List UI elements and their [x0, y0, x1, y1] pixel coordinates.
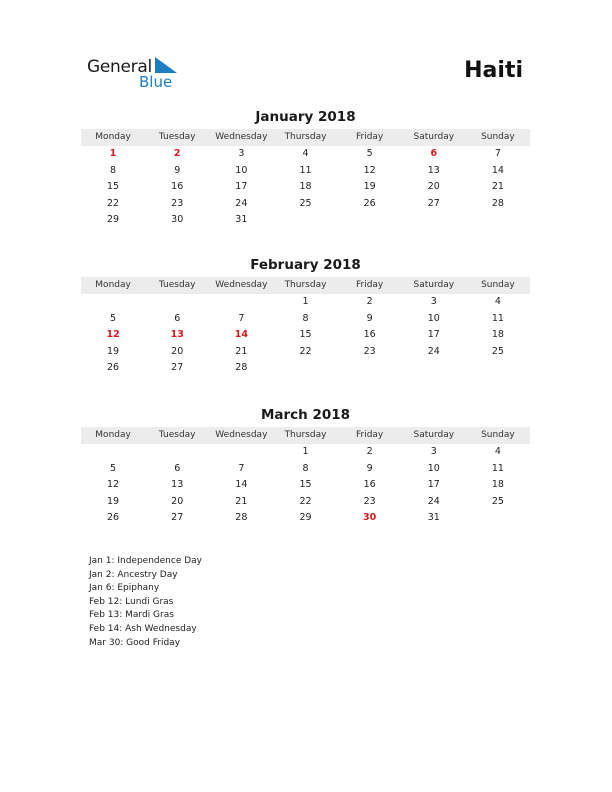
day-cell: 1	[302, 446, 309, 457]
day-cell: 20	[171, 345, 184, 357]
holiday-day-cell: 12	[106, 329, 120, 340]
day-cell: 3	[430, 446, 437, 457]
week-row	[81, 179, 530, 196]
month-title: January 2018	[255, 109, 356, 125]
week-row	[81, 444, 530, 461]
day-cell: 3	[238, 148, 245, 159]
month-calendar	[81, 256, 530, 377]
empty-day-cell	[209, 444, 273, 461]
day-cell: 17	[235, 181, 248, 192]
day-cell: 23	[363, 345, 376, 357]
day-cell: 5	[110, 312, 117, 324]
weekday-label: Saturday	[413, 430, 455, 440]
day-cell: 18	[491, 479, 504, 490]
day-cell: 26	[107, 512, 120, 523]
logo-word-blue: Blue	[139, 73, 173, 91]
weekday-label: Saturday	[413, 280, 455, 290]
weekday-label: Sunday	[481, 280, 515, 290]
day-cell: 21	[235, 495, 248, 507]
day-cell: 19	[363, 181, 376, 192]
day-cell: 27	[427, 197, 440, 209]
weekday-label: Saturday	[413, 132, 455, 142]
day-cell: 14	[235, 479, 248, 490]
holiday-list-item: Jan 1: Independence Day	[89, 556, 202, 566]
empty-day-cell	[466, 360, 530, 377]
day-cell: 28	[235, 362, 248, 373]
holiday-day-cell: 2	[173, 148, 181, 159]
weekday-header	[81, 427, 530, 444]
weekday-label: Thursday	[284, 430, 327, 440]
day-cell: 22	[299, 345, 312, 357]
weekday-header	[81, 129, 530, 146]
day-cell: 31	[427, 512, 440, 523]
day-cell: 31	[235, 214, 248, 225]
day-cell: 29	[299, 512, 312, 523]
weekday-label: Monday	[95, 430, 131, 440]
week-row	[81, 311, 530, 328]
holiday-day-cell: 14	[234, 329, 248, 340]
day-cell: 10	[427, 312, 440, 324]
day-cell: 25	[299, 197, 312, 209]
day-cell: 10	[235, 164, 248, 176]
day-cell: 11	[491, 462, 504, 474]
empty-day-cell	[466, 212, 530, 229]
country-title: Haiti	[464, 58, 523, 83]
day-cell: 28	[235, 512, 248, 523]
day-cell: 9	[366, 462, 373, 474]
day-cell: 8	[110, 164, 117, 176]
day-cell: 13	[171, 479, 184, 490]
weekday-label: Thursday	[284, 132, 327, 142]
weekday-label: Friday	[355, 430, 384, 440]
holiday-list-item: Jan 6: Epiphany	[89, 583, 160, 594]
day-cell: 2	[366, 296, 373, 307]
weekday-label: Tuesday	[158, 132, 196, 142]
day-cell: 25	[491, 345, 504, 357]
day-cell: 5	[366, 148, 373, 159]
holiday-list-item: Jan 2: Ancestry Day	[89, 569, 178, 580]
day-cell: 15	[299, 479, 312, 490]
week-row	[81, 461, 530, 478]
weekday-label: Wednesday	[215, 430, 268, 440]
day-cell: 24	[427, 495, 440, 507]
empty-day-cell	[145, 444, 209, 461]
day-cell: 26	[107, 362, 120, 373]
day-cell: 12	[363, 164, 376, 176]
day-cell: 21	[491, 181, 504, 192]
week-row	[81, 163, 530, 180]
day-cell: 14	[491, 164, 504, 176]
day-cell: 16	[171, 181, 184, 192]
empty-day-cell	[338, 212, 402, 229]
day-cell: 7	[238, 462, 245, 474]
day-cell: 15	[299, 329, 312, 340]
day-cell: 6	[174, 462, 181, 474]
weekday-label: Wednesday	[215, 280, 268, 290]
day-cell: 13	[427, 164, 440, 176]
logo-triangle-icon	[155, 57, 177, 73]
empty-day-cell	[81, 444, 145, 461]
week-row	[81, 477, 530, 494]
day-cell: 26	[363, 197, 376, 209]
month-title: February 2018	[250, 257, 361, 273]
weekday-label: Thursday	[284, 280, 327, 290]
day-cell: 6	[174, 312, 181, 324]
week-row	[81, 146, 530, 163]
day-cell: 11	[299, 164, 312, 176]
day-cell: 30	[171, 214, 184, 225]
week-row	[81, 494, 530, 511]
empty-day-cell	[273, 212, 337, 229]
day-cell: 7	[238, 312, 245, 324]
empty-day-cell	[402, 212, 466, 229]
day-cell: 16	[363, 329, 376, 340]
week-row	[81, 212, 530, 229]
week-row	[81, 510, 530, 527]
day-cell: 16	[363, 479, 376, 490]
day-cell: 19	[107, 495, 120, 507]
day-cell: 12	[107, 479, 120, 490]
holiday-list-item: Mar 30: Good Friday	[89, 637, 181, 648]
day-cell: 22	[299, 495, 312, 507]
day-cell: 15	[107, 181, 120, 192]
day-cell: 27	[171, 362, 184, 373]
empty-day-cell	[81, 294, 145, 311]
day-cell: 25	[491, 495, 504, 507]
day-cell: 1	[302, 296, 309, 307]
empty-day-cell	[273, 360, 337, 377]
empty-day-cell	[402, 360, 466, 377]
month-calendar	[81, 406, 530, 527]
day-cell: 4	[302, 148, 309, 159]
day-cell: 29	[107, 214, 120, 225]
day-cell: 9	[366, 312, 373, 324]
weekday-header	[81, 277, 530, 294]
holiday-day-cell: 30	[363, 512, 377, 523]
month-title: March 2018	[260, 407, 351, 423]
day-cell: 17	[427, 329, 440, 340]
empty-day-cell	[145, 294, 209, 311]
day-cell: 17	[427, 479, 440, 490]
holiday-list-item: Feb 13: Mardi Gras	[89, 610, 174, 621]
month-calendar	[81, 108, 530, 229]
weekday-label: Monday	[95, 280, 131, 290]
day-cell: 18	[491, 329, 504, 340]
day-cell: 19	[107, 345, 120, 357]
weekday-label: Friday	[355, 132, 384, 142]
day-cell: 8	[302, 462, 309, 474]
empty-day-cell	[338, 360, 402, 377]
weekday-label: Friday	[355, 280, 384, 290]
day-cell: 2	[366, 446, 373, 457]
day-cell: 20	[171, 495, 184, 507]
generalblue-logo	[87, 55, 187, 95]
day-cell: 4	[494, 446, 501, 457]
day-cell: 20	[427, 181, 440, 192]
empty-day-cell	[466, 510, 530, 527]
day-cell: 18	[299, 181, 312, 192]
day-cell: 11	[491, 312, 504, 324]
day-cell: 4	[494, 296, 501, 307]
day-cell: 23	[363, 495, 376, 507]
weekday-label: Sunday	[481, 132, 515, 142]
weekday-label: Tuesday	[158, 280, 196, 290]
day-cell: 3	[430, 296, 437, 307]
holiday-list	[89, 555, 202, 650]
day-cell: 8	[302, 312, 309, 324]
day-cell: 10	[427, 462, 440, 474]
weekday-label: Monday	[95, 132, 131, 142]
empty-day-cell	[209, 294, 273, 311]
day-cell: 27	[171, 512, 184, 523]
day-cell: 9	[174, 164, 181, 176]
week-row	[81, 327, 530, 344]
day-cell: 7	[494, 148, 501, 159]
day-cell: 22	[107, 197, 120, 209]
week-row	[81, 196, 530, 213]
logo-word-general: General	[87, 57, 152, 77]
day-cell: 24	[427, 345, 440, 357]
week-row	[81, 360, 530, 377]
day-cell: 5	[110, 462, 117, 474]
day-cell: 21	[235, 345, 248, 357]
week-row	[81, 294, 530, 311]
weekday-label: Sunday	[481, 430, 515, 440]
week-row	[81, 344, 530, 361]
holiday-day-cell: 1	[109, 148, 117, 159]
holiday-day-cell: 13	[170, 329, 184, 340]
day-cell: 24	[235, 197, 248, 209]
holiday-list-item: Feb 14: Ash Wednesday	[89, 623, 197, 634]
holiday-day-cell: 6	[430, 148, 438, 159]
holiday-list-item: Feb 12: Lundi Gras	[89, 596, 174, 607]
day-cell: 23	[171, 197, 184, 209]
weekday-label: Wednesday	[215, 132, 268, 142]
day-cell: 28	[491, 197, 504, 209]
weekday-label: Tuesday	[158, 430, 196, 440]
